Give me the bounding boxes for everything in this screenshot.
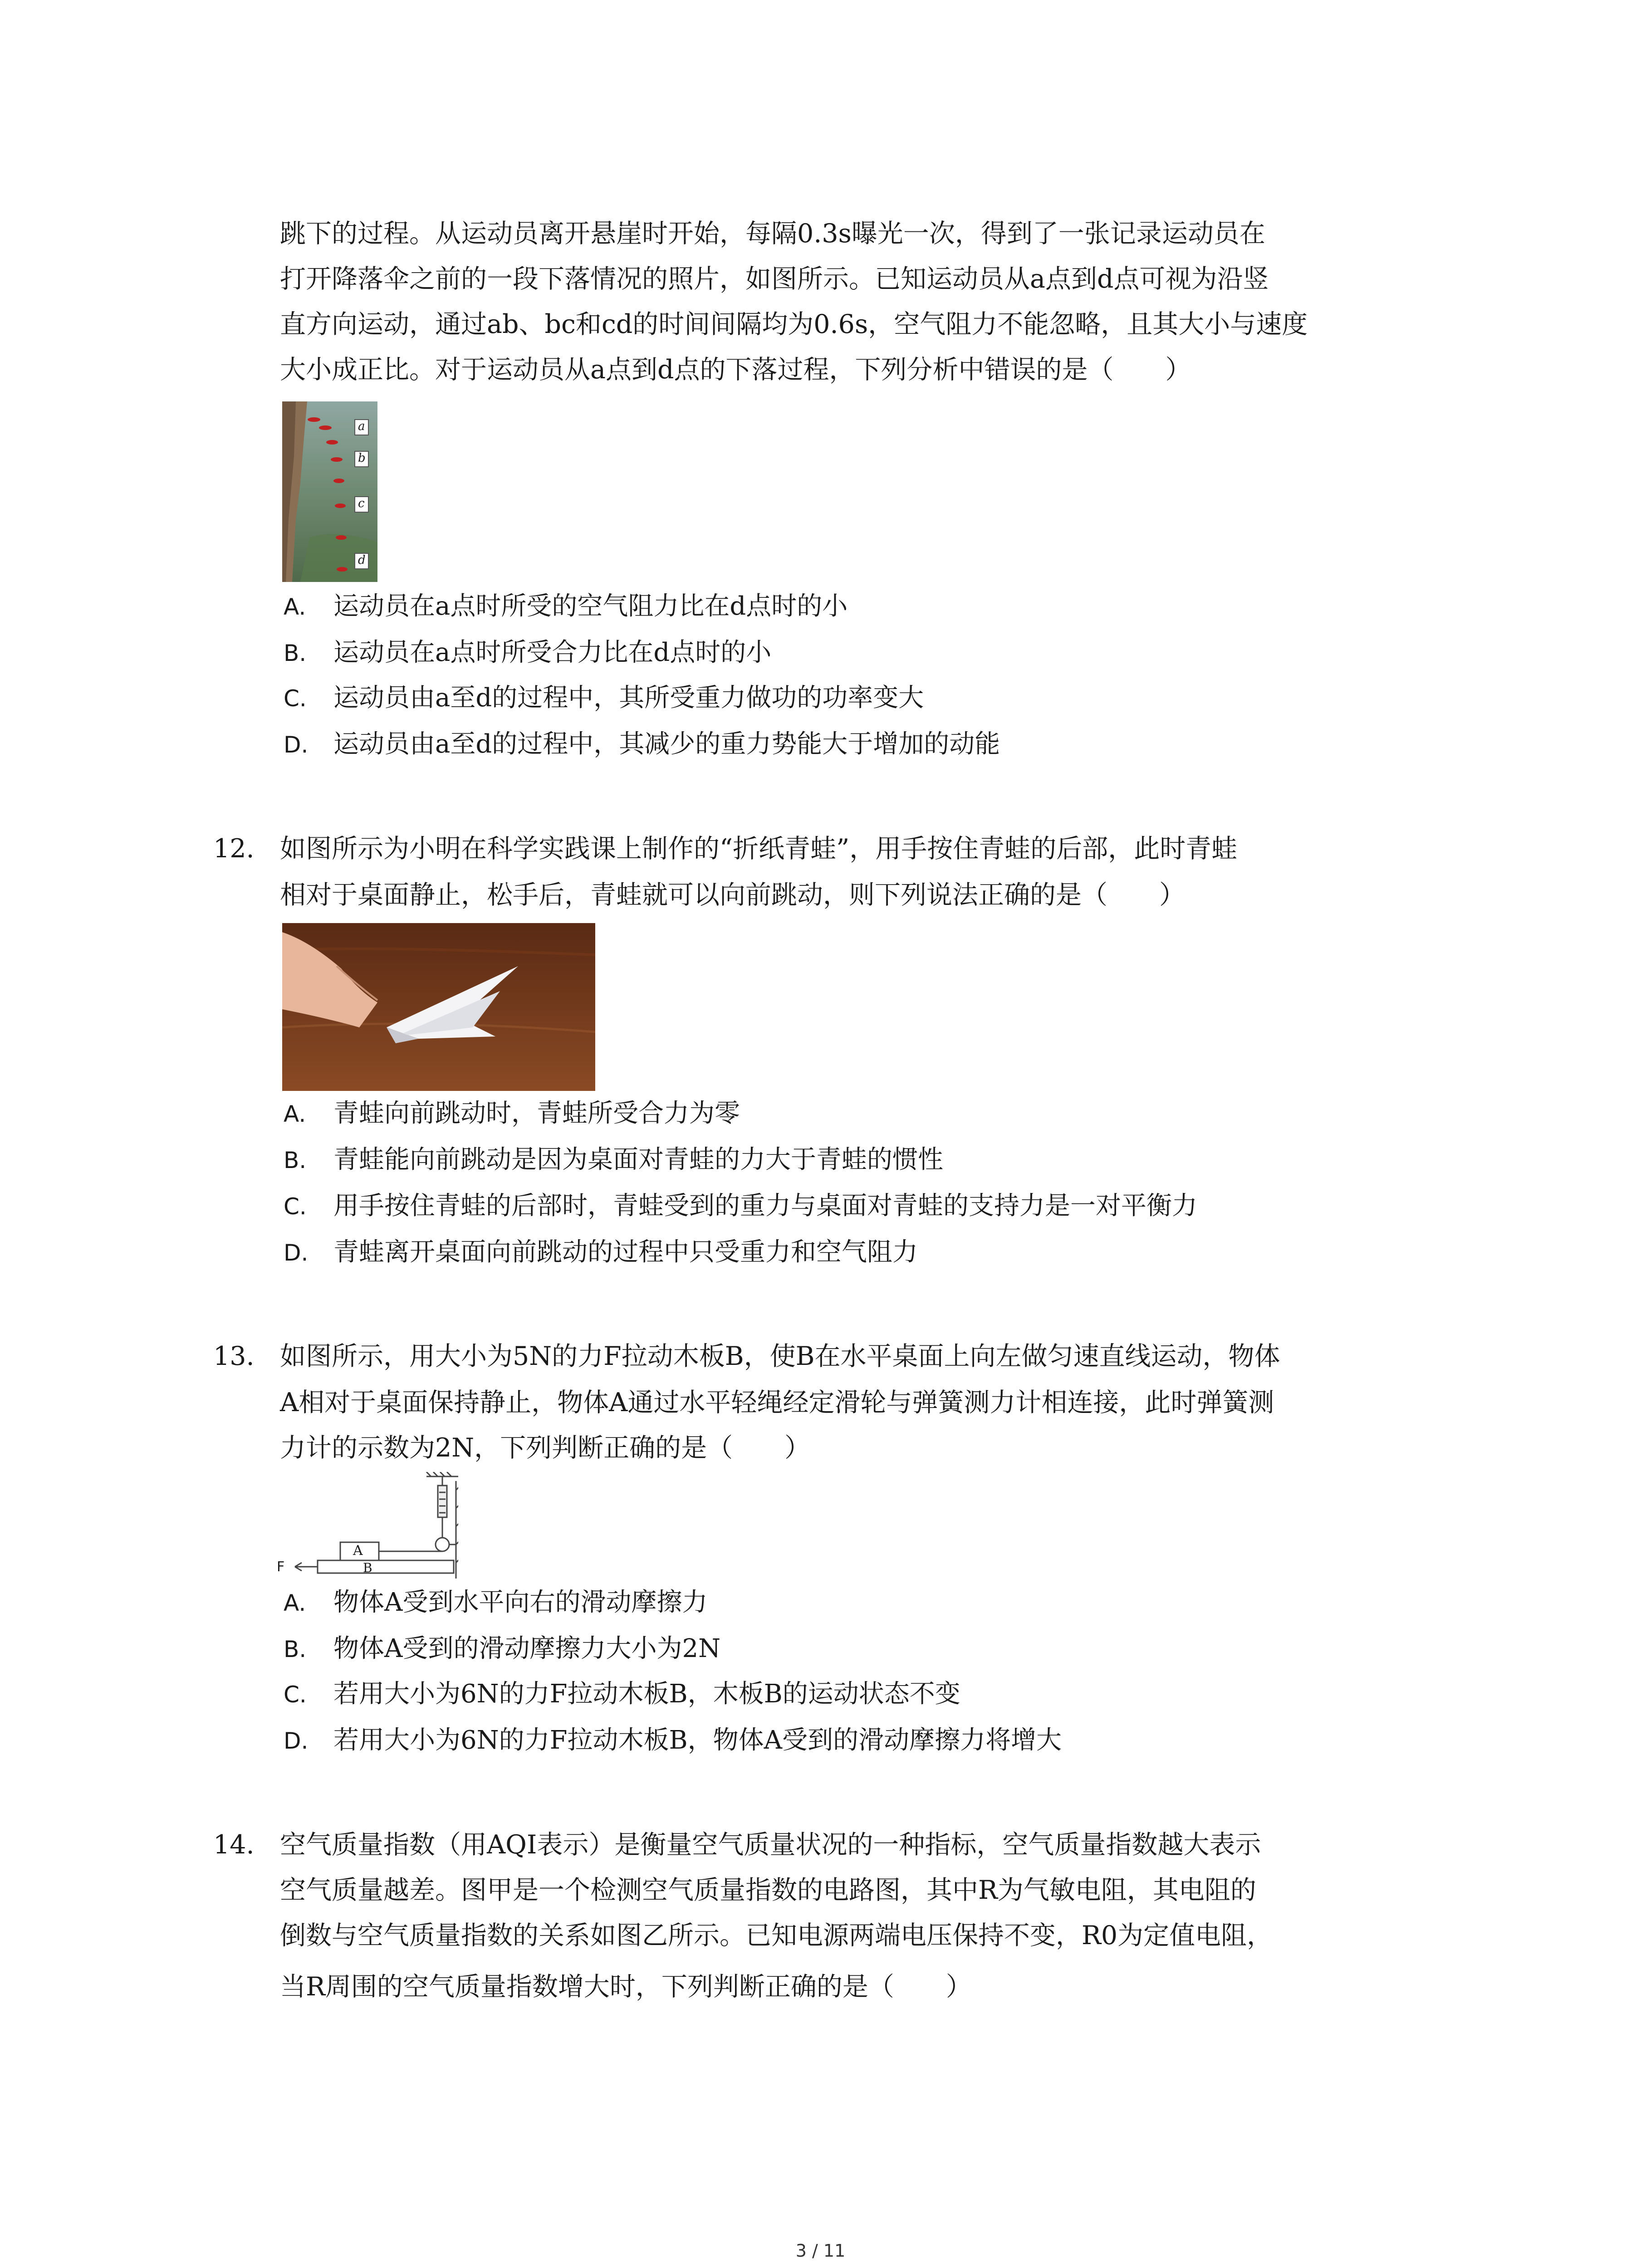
- q14-line-3: 倒数与空气质量指数的关系如图乙所示。已知电源两端电压保持不变，R0为定值电阻，: [280, 1921, 1273, 1950]
- q12-option-c-label: C.: [284, 1193, 307, 1220]
- label-d: d: [358, 553, 366, 567]
- q12-option-c-text: 用手按住青蛙的后部时，青蛙受到的重力与桌面对青蛙的支持力是一对平衡力: [333, 1191, 1197, 1221]
- q14-number: 14.: [213, 1830, 255, 1860]
- board-b-label: B: [363, 1560, 372, 1575]
- q13-number: 13.: [213, 1341, 255, 1371]
- label-a: a: [358, 420, 365, 433]
- q11-option-a: [284, 591, 847, 623]
- q12-option-a: [284, 1098, 740, 1130]
- q14-line-4: 当R周围的空气质量指数增大时，下列判断正确的是（ ）: [280, 1972, 972, 2002]
- q13-option-b-label: B.: [284, 1636, 307, 1662]
- q11-line-1: 跳下的过程。从运动员离开悬崖时开始，每隔0.3s曝光一次，得到了一张记录运动员在: [280, 219, 1265, 249]
- block-a-label: A: [353, 1543, 363, 1559]
- q11-line-4: 大小成正比。对于运动员从a点到d点的下落过程，下列分析中错误的是（ ）: [280, 355, 1191, 385]
- q13-option-b-text: 物体A受到的滑动摩擦力大小为2N: [333, 1634, 721, 1663]
- q11-option-a-label: A.: [284, 594, 306, 620]
- q13-option-c-label: C.: [284, 1681, 307, 1708]
- q11-option-c-text: 运动员由a至d的过程中，其所受重力做功的功率变大: [333, 683, 924, 713]
- q11-line-3: 直方向运动，通过ab、bc和cd的时间间隔均为0.6s，空气阻力不能忽略，且其大小与速度: [280, 309, 1308, 339]
- q12-line-1: 如图所示为小明在科学实践课上制作的“折纸青蛙”，用手按住青蛙的后部，此时青蛙: [280, 834, 1238, 864]
- q11-option-d: [284, 728, 1000, 761]
- label-c: c: [358, 497, 365, 510]
- q12-option-a-label: A.: [284, 1101, 306, 1127]
- force-f-label: F: [277, 1559, 285, 1575]
- pulley-diagram: [277, 1472, 458, 1579]
- q12-option-b-text: 青蛙能向前跳动是因为桌面对青蛙的力大于青蛙的惯性: [333, 1145, 943, 1174]
- q13-line-3: 力计的示数为2N，下列判断正确的是（ ）: [280, 1433, 811, 1463]
- q12-option-d-label: D.: [284, 1240, 309, 1266]
- q13-option-b: [284, 1633, 720, 1665]
- q12-line-2: 相对于桌面静止，松手后，青蛙就可以向前跳动，则下列说法正确的是（ ）: [280, 880, 1185, 910]
- q13-option-a-label: A.: [284, 1590, 306, 1616]
- q11-option-a-text: 运动员在a点时所受的空气阻力比在d点时的小: [333, 591, 848, 621]
- q12-option-b-label: B.: [284, 1147, 307, 1173]
- q11-option-b-label: B.: [284, 640, 307, 666]
- q11-option-d-text: 运动员由a至d的过程中，其减少的重力势能大于增加的动能: [333, 729, 1000, 759]
- q12-number: 12.: [213, 834, 255, 864]
- q12-option-b: [284, 1144, 943, 1176]
- q13-option-a-text: 物体A受到水平向右的滑动摩擦力: [333, 1588, 708, 1617]
- paper-frog-photo: [282, 923, 595, 1091]
- q13-option-d-text: 若用大小为6N的力F拉动木板B，物体A受到的滑动摩擦力将增大: [333, 1725, 1062, 1755]
- page-number: 3 / 11: [795, 2241, 846, 2261]
- q11-option-b-text: 运动员在a点时所受合力比在d点时的小: [333, 638, 772, 667]
- q12-option-a-text: 青蛙向前跳动时，青蛙所受合力为零: [333, 1099, 740, 1128]
- q12-option-d-text: 青蛙离开桌面向前跳动的过程中只受重力和空气阻力: [333, 1237, 918, 1267]
- label-b: b: [358, 451, 366, 465]
- q11-option-d-label: D.: [284, 732, 309, 758]
- q13-line-1: 如图所示，用大小为5N的力F拉动木板B，使B在水平桌面上向左做匀速直线运动，物体: [280, 1341, 1280, 1371]
- q13-line-2: A相对于桌面保持静止，物体A通过水平轻绳经定滑轮与弹簧测力计相连接，此时弹簧测: [280, 1388, 1274, 1418]
- q13-option-d: [284, 1725, 1062, 1757]
- q13-option-c-text: 若用大小为6N的力F拉动木板B，木板B的运动状态不变: [333, 1679, 960, 1709]
- q13-option-c: [284, 1678, 960, 1711]
- q11-option-c-label: C.: [284, 685, 307, 712]
- q11-option-b: [284, 637, 771, 669]
- q12-option-d: [284, 1237, 918, 1269]
- q13-option-d-label: D.: [284, 1728, 309, 1754]
- q11-option-c: [284, 682, 924, 714]
- q14-line-1: 空气质量指数（用AQI表示）是衡量空气质量状况的一种指标，空气质量指数越大表示: [280, 1830, 1261, 1860]
- q12-option-c: [284, 1190, 1197, 1222]
- q11-line-2: 打开降落伞之前的一段下落情况的照片，如图所示。已知运动员从a点到d点可视为沿竖: [280, 264, 1269, 294]
- q14-line-2: 空气质量越差。图甲是一个检测空气质量指数的电路图，其中R为气敏电阻，其电阻的: [280, 1875, 1256, 1905]
- skydiver-photo: [282, 401, 377, 582]
- q13-option-a: [284, 1587, 707, 1619]
